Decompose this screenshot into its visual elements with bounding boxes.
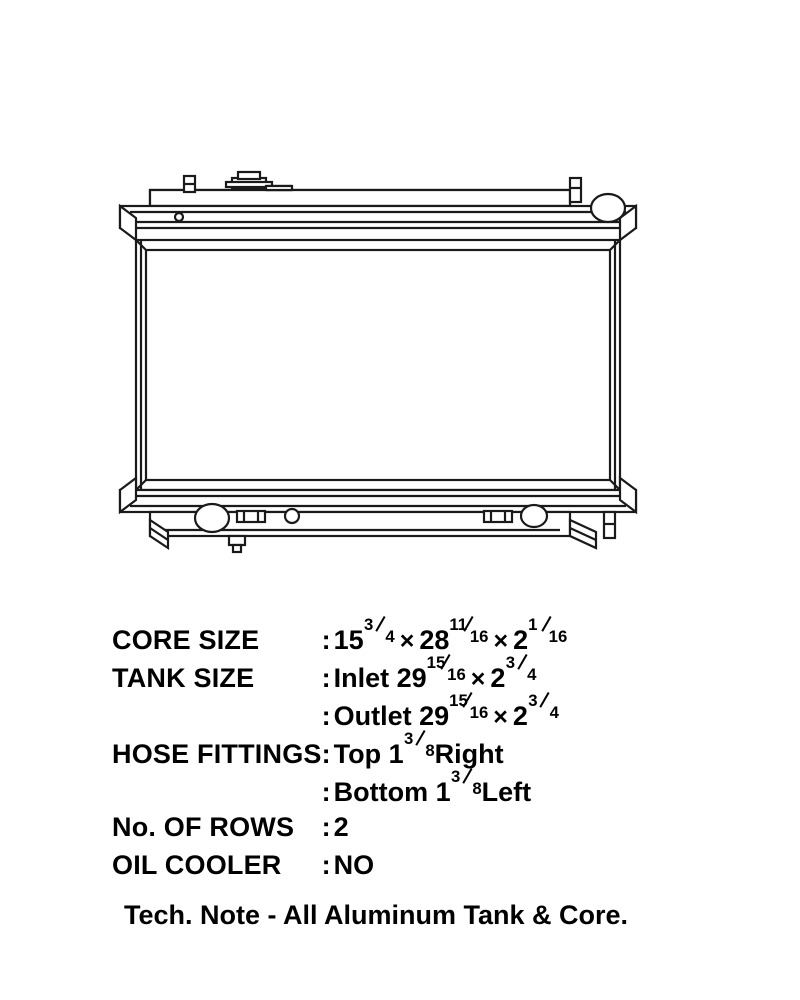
colon-separator: : xyxy=(321,777,331,807)
fraction-15-16: 15 16 xyxy=(449,690,489,722)
bottom-outlet-fitting xyxy=(195,504,229,532)
tech-note: Tech. Note - All Aluminum Tank & Core. xyxy=(124,900,629,930)
times-symbol: × xyxy=(493,703,508,731)
fraction-3-8: 3 8 xyxy=(403,728,435,760)
spec-label-no-of-rows: No. OF ROWS xyxy=(112,812,295,842)
times-symbol: × xyxy=(470,665,486,693)
table-row xyxy=(112,812,567,850)
table-row xyxy=(112,850,567,888)
fraction-11-16: 11 16 xyxy=(449,614,489,646)
upper-tank xyxy=(120,190,636,228)
times-symbol: × xyxy=(399,627,415,655)
tank-outlet-depth: 2 xyxy=(512,701,528,731)
hose-bottom-side: Left xyxy=(481,777,532,807)
bottom-right-fitting xyxy=(521,505,547,527)
colon-separator: : xyxy=(321,739,331,769)
fraction-3-4: 3 4 xyxy=(528,690,559,722)
specifications-table xyxy=(0,614,800,931)
times-symbol: × xyxy=(493,627,509,655)
spec-value-hose-top xyxy=(321,728,568,774)
fraction-3-4: 3 4 xyxy=(505,652,537,684)
colon-separator: : xyxy=(321,663,331,693)
colon-separator: : xyxy=(321,625,331,655)
radiator-core xyxy=(136,240,620,490)
spec-value-oil-cooler xyxy=(322,850,568,888)
colon-separator: : xyxy=(321,850,331,880)
top-header-hole xyxy=(175,213,183,221)
spec-label-tank-size: TANK SIZE xyxy=(112,663,255,693)
top-right-bracket xyxy=(570,178,581,202)
bottom-right-leg xyxy=(570,520,596,548)
hose-bottom-text: Bottom 1 xyxy=(333,777,451,807)
hose-top-side: Right xyxy=(434,739,504,769)
fraction-1-16: 1 16 xyxy=(528,614,568,646)
spec-label-blank-2 xyxy=(112,774,322,812)
table-row xyxy=(112,736,567,774)
filler-neck xyxy=(226,172,292,190)
fraction-3-4: 3 4 xyxy=(363,614,395,646)
rows-count: 2 xyxy=(333,812,349,842)
spec-value-no-of-rows xyxy=(322,812,568,850)
tank-inlet-depth: 2 xyxy=(490,663,506,693)
table-row xyxy=(112,622,567,660)
specs-table xyxy=(112,614,568,888)
colon-separator: : xyxy=(321,701,331,731)
drain-petcock xyxy=(229,536,245,552)
lower-tank-port-right xyxy=(484,511,512,522)
top-inlet-fitting xyxy=(591,194,625,222)
tank-outlet-text: Outlet 29 xyxy=(333,701,450,731)
core-size-whole-3: 2 xyxy=(513,625,529,655)
spec-label-blank-1 xyxy=(112,698,322,736)
fraction-3-8: 3 8 xyxy=(450,766,482,798)
spec-label-hose-fittings: HOSE FITTINGS xyxy=(112,739,322,769)
colon-separator: : xyxy=(321,812,331,842)
lower-tank-port-left xyxy=(237,511,265,522)
hose-top-text: Top 1 xyxy=(333,739,404,769)
oil-cooler-value: NO xyxy=(333,850,375,880)
lower-tank-hole xyxy=(285,509,299,523)
fraction-15-16: 15 16 xyxy=(426,652,466,684)
table-row xyxy=(112,774,567,812)
spec-value-tank-size-outlet xyxy=(321,690,568,736)
tank-inlet-text: Inlet 29 xyxy=(333,663,427,693)
top-left-bracket xyxy=(184,176,195,192)
table-row xyxy=(112,698,567,736)
specs-table-body xyxy=(112,614,568,888)
spec-label-oil-cooler: OIL COOLER xyxy=(112,850,282,880)
spec-label-core-size: CORE SIZE xyxy=(112,625,260,655)
core-size-whole-1: 15 xyxy=(333,625,364,655)
table-row xyxy=(112,660,567,698)
bottom-right-pin xyxy=(604,512,615,538)
core-size-whole-2: 28 xyxy=(419,625,450,655)
spec-value-hose-bottom xyxy=(321,766,568,812)
